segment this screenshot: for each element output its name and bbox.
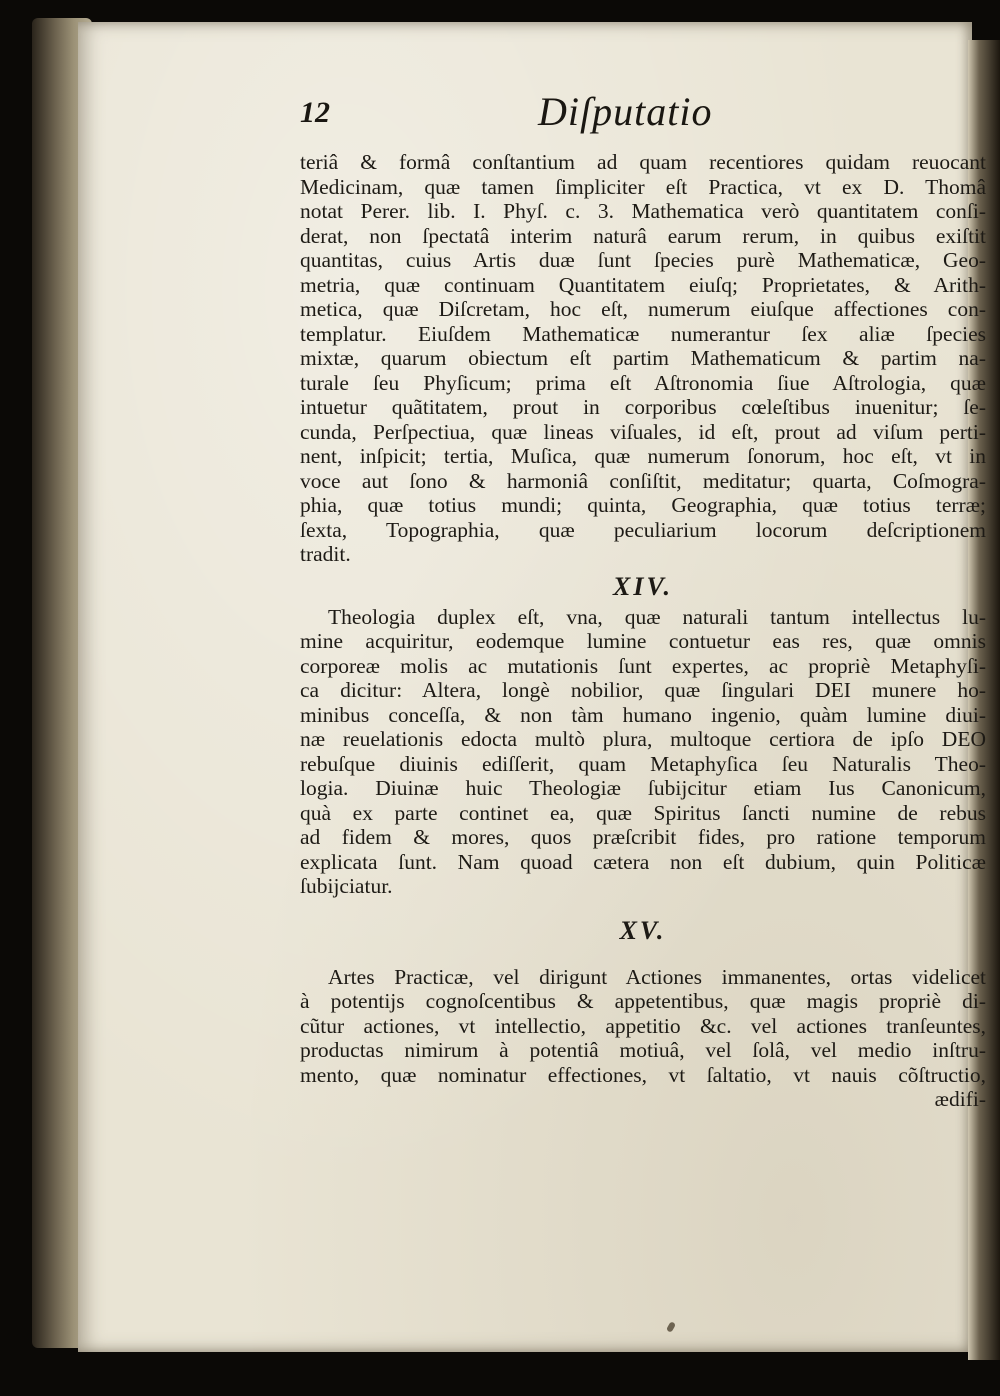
text-line: corporeæ molis ac mutationis ſunt expertes, ac propriè Metaphyſi- <box>300 653 986 678</box>
running-head <box>300 88 750 138</box>
text-line: turale ſeu Phyſicum; prima eſt Aſtronomia ſiue Aſtrologia, quæ <box>300 370 986 395</box>
text-line: explicata ſunt. Nam quoad cætera non eſt dubium, quin Politicæ <box>300 849 986 874</box>
text-line: Artes Practicæ, vel dirigunt Actiones immanentes, ortas videlicet <box>328 964 986 989</box>
text-line: mento, quæ nominatur effectiones, vt ſaltatio, vt nauis cõſtructio, <box>300 1062 986 1087</box>
text-line: Theologia duplex eſt, vna, quæ naturali tantum intellectus lu- <box>328 604 986 629</box>
text-line: Medicinam, quæ tamen ſimpliciter eſt Practica, vt ex D. Thomâ <box>300 174 986 199</box>
spacer <box>300 953 986 965</box>
body-text <box>300 150 986 1112</box>
paragraph-1 <box>300 150 986 567</box>
text-line: tradit. <box>300 542 351 566</box>
text-line: logia. Diuinæ huic Theologiæ ſubijcitur etiam Ius Canonicum, <box>300 776 986 800</box>
catchword: ædifi- <box>934 1087 986 1111</box>
text-line: mine acquiritur, eodemque lumine contuetur eas res, quæ omnis <box>300 629 986 653</box>
text-line: rebuſque diuinis ediſſerit, quam Metaphyſica ſeu Naturalis Theo- <box>300 751 986 776</box>
text-line: mixtæ, quarum obiectum eſt partim Mathematicum & partim na- <box>300 346 986 370</box>
text-line: templatur. Eiuſdem Mathematicæ numerantur ſex aliæ ſpecies <box>300 321 986 346</box>
text-line: productas nimirum à potentiâ motiuâ, vel ſolâ, vel medio inſtru- <box>300 1038 986 1062</box>
text-line: voce aut ſono & harmoniâ conſiſtit, meditatur; quarta, Coſmogra- <box>300 468 986 493</box>
text-line: notat Perer. lib. I. Phyſ. c. 3. Mathematica verò quantitatem conſi- <box>300 199 986 223</box>
running-title: Diſputatio <box>538 89 713 134</box>
text-line: à potentijs cognoſcentibus & appetentibus, quæ magis propriè di- <box>300 989 986 1013</box>
text-line: phia, quæ totius mundi; quinta, Geographia, quæ totius terræ; <box>300 493 986 517</box>
section-heading-xv: XV. <box>619 915 667 945</box>
text-line: teriâ & formâ conſtantium ad quam recentiores quidam reuocant <box>300 150 986 174</box>
text-line: cunda, Perſpectiua, quæ lineas viſuales, id eſt, prout ad viſum perti- <box>300 419 986 444</box>
page-number: 12 <box>300 96 330 129</box>
section-heading-xiv: XIV. <box>613 571 673 601</box>
text-line: derat, non ſpectatâ interim naturâ earum rerum, in quibus exiſtit <box>300 223 986 248</box>
paragraph-xv <box>300 965 986 1112</box>
text-line: metria, quæ continuam Quantitatem eiuſq; Proprietates, & Arith- <box>300 272 986 297</box>
text-line: minibus conceſſa, & non tàm humano ingenio, quàm lumine diui- <box>300 702 986 727</box>
text-line: ca dicitur: Altera, longè nobilior, quæ ſingulari DEI munere ho- <box>300 678 986 702</box>
text-line: quà ex parte continet ea, quæ Spiritus ſancti numine de rebus <box>300 800 986 825</box>
text-line: quantitas, cuius Artis duæ ſunt ſpecies purè Mathematicæ, Geo- <box>300 248 986 272</box>
text-line: ad fidem & mores, quos præſcribit fides, pro ratione temporum <box>300 825 986 849</box>
text-line: ſubijciatur. <box>300 874 393 898</box>
text-line: næ reuelationis edocta multò plura, multoque certiora de ipſo DEO <box>300 727 986 751</box>
text-line: nent, inſpicit; tertia, Muſica, quæ numerum ſonorum, hoc eſt, vt in <box>300 444 986 468</box>
text-line: intuetur quãtitatem, prout in corporibus cœleſtibus inuenitur; ſe- <box>300 395 986 419</box>
text-line: metica, quæ Diſcretam, hoc eſt, numerum eiuſque affectiones con- <box>300 297 986 321</box>
text-line: cũtur actiones, vt intellectio, appetitio &c. vel actiones tranſeuntes, <box>300 1013 986 1038</box>
paragraph-xiv <box>300 605 986 899</box>
text-line: ſexta, Topographia, quæ peculiarium locorum deſcriptionem <box>300 517 986 542</box>
